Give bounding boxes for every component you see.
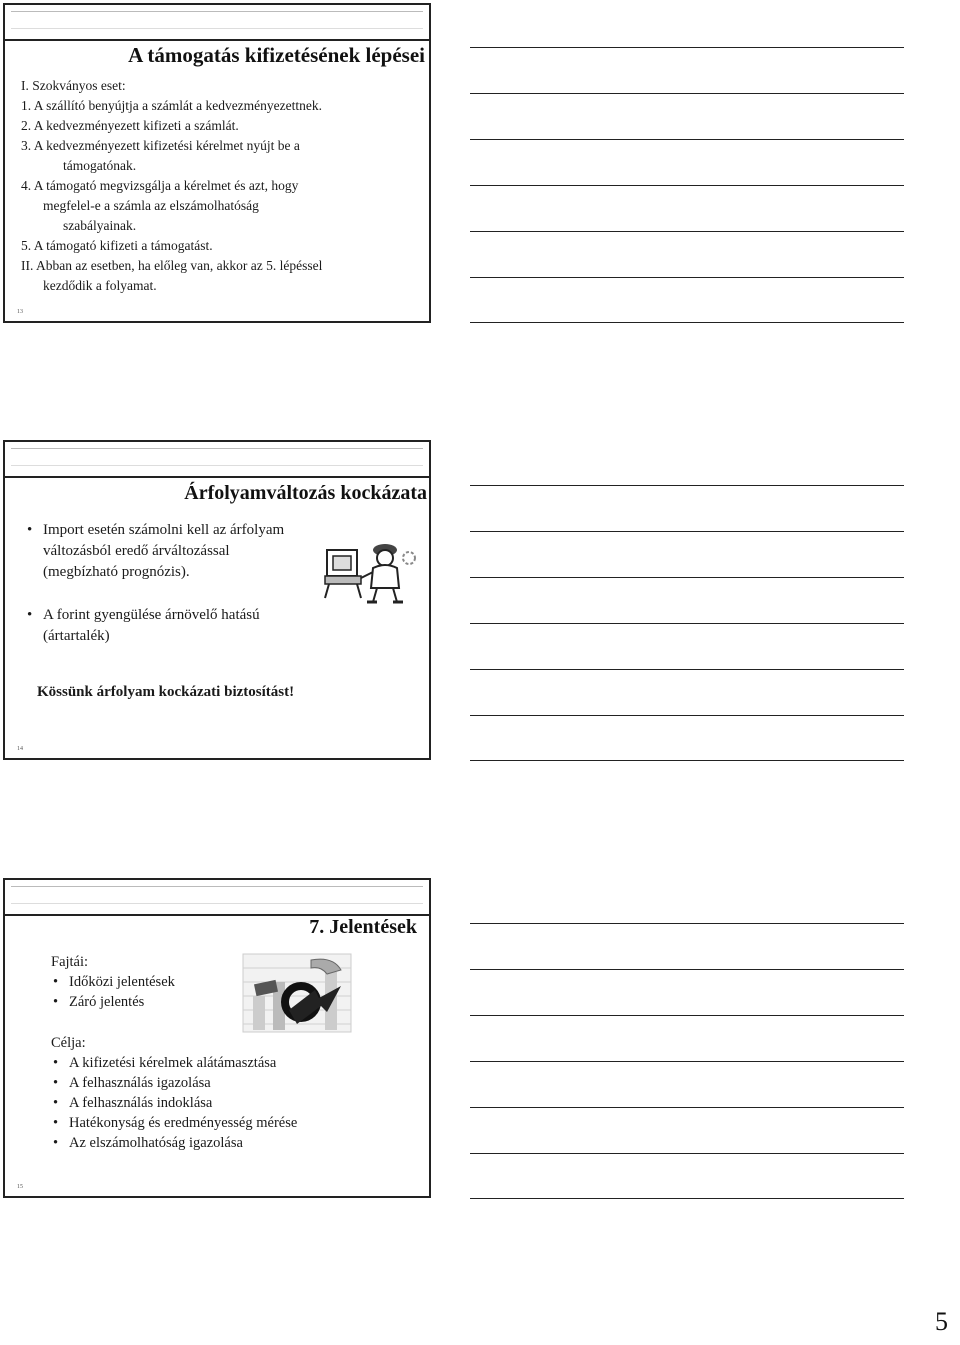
slide-number: 13	[17, 309, 23, 315]
note-line	[470, 47, 904, 48]
slide-body-types	[51, 952, 175, 1012]
text-line: (megbízható prognózis).	[43, 564, 190, 580]
text-line: változásból eredő árváltozással	[43, 543, 230, 559]
note-line	[470, 577, 904, 578]
slide-number: 15	[17, 1184, 23, 1190]
note-line	[470, 669, 904, 670]
note-line	[470, 1153, 904, 1154]
note-line	[470, 485, 904, 486]
slide-number: 14	[17, 746, 23, 752]
slide-body	[25, 520, 284, 647]
note-line	[470, 531, 904, 532]
text-line: I. Szokványos eset:	[21, 78, 126, 93]
note-line	[470, 139, 904, 140]
bullet-line: • Az elszámolhatóság igazolása	[51, 1133, 297, 1153]
note-line	[470, 969, 904, 970]
note-line	[470, 1015, 904, 1016]
note-line	[470, 760, 904, 761]
text-line: 2. A kedvezményezett kifizeti a számlát.	[21, 118, 239, 133]
note-line	[470, 185, 904, 186]
text-line: 1. A szállító benyújtja a számlát a kedvezményezettnek.	[21, 98, 323, 113]
text-line: 5. A támogató kifizeti a támogatást.	[21, 238, 213, 253]
notes-lines-15	[470, 878, 904, 1208]
slide-15	[3, 878, 431, 1198]
slide-header-bar	[5, 880, 429, 916]
slide-13	[3, 3, 431, 323]
note-line	[470, 93, 904, 94]
bullet-line: • Import esetén számolni kell az árfolyam	[25, 520, 284, 541]
text-line: megfelel-e a számla az elszámolhatóság	[43, 198, 259, 213]
slide-title: 7. Jelentések	[309, 916, 417, 938]
text-line: 3. A kedvezményezett kifizetési kérelmet nyújt be a	[21, 138, 300, 153]
slide-title: A támogatás kifizetésének lépései	[128, 43, 425, 67]
note-line	[470, 923, 904, 924]
section-label: Fajtái:	[51, 954, 89, 970]
text-line: (ártartalék)	[43, 628, 110, 644]
bullet-line: • Záró jelentés	[51, 992, 175, 1012]
closing-statement: Kössünk árfolyam kockázati biztosítást!	[37, 684, 295, 700]
note-line	[470, 231, 904, 232]
text-line: II. Abban az esetben, ha előleg van, akkor az 5. lépéssel	[21, 258, 323, 273]
bullet-line: • A forint gyengülése árnövelő hatású	[25, 605, 284, 626]
note-line	[470, 1198, 904, 1199]
slide-body	[21, 76, 322, 296]
bullet-line: • A felhasználás igazolása	[51, 1073, 297, 1093]
text-line: szabályainak.	[63, 218, 137, 233]
note-line	[470, 715, 904, 716]
bullet-line: • A kifizetési kérelmek alátámasztása	[51, 1053, 297, 1073]
slide-14	[3, 440, 431, 760]
slide-title: Árfolyamváltozás kockázata	[184, 482, 427, 504]
notes-lines-13	[470, 0, 904, 330]
computer-worker-illustration	[323, 538, 421, 606]
bullet-line: • Időközi jelentések	[51, 972, 175, 992]
section-label: Célja:	[51, 1035, 86, 1051]
report-chart-illustration	[241, 952, 353, 1034]
notes-lines-14	[470, 440, 904, 770]
note-line	[470, 1107, 904, 1108]
slide-body-purposes	[51, 1033, 297, 1153]
bullet-line: • A felhasználás indoklása	[51, 1093, 297, 1113]
bullet-line: • Hatékonyság és eredményesség mérése	[51, 1113, 297, 1133]
text-line: kezdődik a folyamat.	[43, 278, 157, 293]
note-line	[470, 623, 904, 624]
text-line: 4. A támogató megvizsgálja a kérelmet és azt, hogy	[21, 178, 299, 193]
page-number: 5	[935, 1307, 948, 1336]
slide-header-bar	[5, 5, 429, 41]
note-line	[470, 1061, 904, 1062]
text-line: támogatónak.	[63, 158, 137, 173]
slide-header-bar	[5, 442, 429, 478]
note-line	[470, 322, 904, 323]
note-line	[470, 277, 904, 278]
